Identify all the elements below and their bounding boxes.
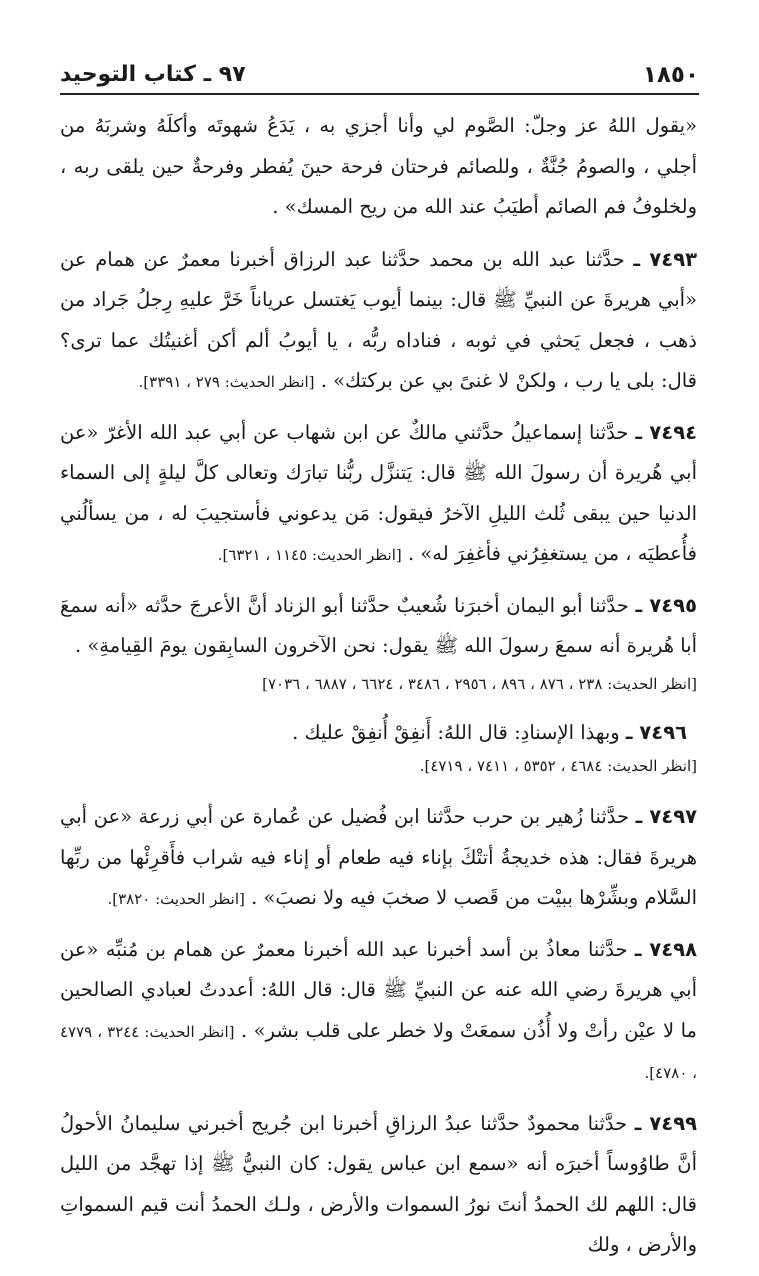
- hadith-number: ٧٤٩٣ ـ: [633, 247, 697, 271]
- hadith-number: ٧٤٩٥ ـ: [635, 593, 697, 617]
- hadith-cross-reference: [انظر الحديث: ٣٢٤٤ ، ٤٧٧٩ ، ٤٧٨٠].: [60, 1022, 697, 1082]
- hadith-7496: [60, 713, 687, 754]
- hadith-number: ٧٤٩٤ ـ: [635, 420, 697, 444]
- hadith-cross-reference: [انظر الحديث: ٤٦٨٤ ، ٥٣٥٢ ، ٧٤١١ ، ٤٧١٩].: [419, 757, 697, 775]
- hadith-text: وبهذا الإسنادِ: قال اللهُ: أَنفِقْ أُنفِقْ عليك .: [292, 720, 620, 744]
- hadith-text: حدَّثنا محمودٌ حدَّثنا عبدُ الرزاقِ أخبرنا ابن جُريج أخبرني سليمانُ الأحولُ أنَّ طاوُوساً أخبرَه أنه «سمع ابن عباس يقول: كان النبيُّ ﷺ إذا تهجَّد من الليل قال: اللهم لك الحمدُ أنتَ نورُ السموات والأرض ، ولـك الحمدُ أنت قيم السمواتِ والأرض ، ولك: [60, 1111, 697, 1256]
- hadith-7497: [60, 797, 697, 920]
- hadith-cross-reference: [انظر الحديث: ١١٤٥ ، ٦٣٢١].: [217, 546, 402, 564]
- page-number: ١٨٥٠: [642, 62, 699, 88]
- hadith-7493: [60, 240, 697, 403]
- hadith-text: حدَّثنا معاذُ بن أسد أخبرنا عبد الله أخبرنا معمرٌ عن همام بن مُنبِّه «عن أبي هريرةَ رضي الله عنه عن النبيِّ ﷺ قال: قال اللهُ: أعددتُ لعبادي الصالحين ما لا عيْن رأتْ ولا أُذُن سمعَتْ ولا خطر على قلب بشر» .: [60, 937, 697, 1042]
- hadith-7499: [60, 1104, 697, 1266]
- hadith-7495: [60, 586, 697, 667]
- page-header: [60, 52, 699, 92]
- hadith-text: حدَّثنا أبو اليمان أخبرَنا شُعيبٌ حدَّثنا أبو الزناد أنَّ الأعرجَ حدَّثه «أنه سمعَ أبا هُريرة أنه سمعَ رسولَ الله ﷺ يقول: نحن الآخرون السابِقون يومَ القِيامةِ» .: [60, 593, 697, 657]
- hadith-cross-reference: [انظر الحديث: ٢٣٨ ، ٨٧٦ ، ٨٩٦ ، ٢٩٥٦ ، ٣٤٨٦ ، ٦٦٢٤ ، ٦٨٨٧ ، ٧٠٣٦]: [262, 674, 697, 693]
- hadith-number: ٧٤٩٦ ـ: [625, 720, 687, 744]
- hadith-cross-reference: [انظر الحديث: ٣٨٢٠].: [107, 890, 245, 908]
- hadith-number: ٧٤٩٨ ـ: [634, 937, 697, 961]
- hadith-7498: [60, 930, 697, 1094]
- hadith-cross-reference: [انظر الحديث: ٢٧٩ ، ٣٣٩١].: [138, 373, 315, 391]
- hadith-text: حدَّثنا عبد الله بن محمد حدَّثنا عبد الرزاق أخبرنا معمرٌ عن همام عن «أبي هريرةَ عن النبيِّ ﷺ قال: بينما أيوب يَغتسل عرياناً خَرَّ عليهِ رِجلُ جَراد من ذهب ، فجعل يَحثي في ثوبه ، فناداه ربُّه ، يا أيوبُ ألم أكن أغنيتُك عما ترى؟ قال: بلى يا رب ، ولكنْ لا غنىً بي عن بركتك» .: [60, 247, 697, 392]
- hadith-text: حدَّثنا إسماعيلُ حدَّثني مالكٌ عن ابن شهاب عن أبي عبد الله الأغرّ «عن أبي هُريرة أن رسولَ الله ﷺ قال: يَتنزَّل ربُّنا تبارَك وتعالى كلَّ ليلةٍ إلى السماء الدنيا حين يبقى ثُلث الليلِ الآخرُ فيقول: مَن يدعوني فأستجيبَ له ، من يسألُني فأُعطيَه ، من يستغفِرُني فأغفِرَ له» .: [60, 420, 697, 565]
- hadith-continuation: [60, 106, 697, 228]
- hadith-text-body: [60, 106, 697, 1276]
- hadith-7494: [60, 413, 697, 576]
- book-title: ٩٧ ـ كتاب التوحيد: [60, 62, 246, 87]
- hadith-number: ٧٤٩٧ ـ: [635, 805, 697, 828]
- hadith-text: حدَّثنا زُهير بن حرب حدَّثنا ابن فُضيل عن عُمارة عن أبي زرعة «عن أبي هريرةَ فقال: هذه خديجةُ أتتْكَ بإناء فيه طعام أو إناء فيه شراب فأَقرِئْها من ربِّها السَّلام وبشِّرْها ببيْت من قَصب لا صخبَ فيه ولا نصبَ» .: [60, 805, 697, 909]
- hadith-text: «يقول اللهُ عز وجلّ: الصَّوم لي وأنا أجزي به ، يَدَعُ شهوتَه وأكلَهُ وشربَهُ من أجلي ، والصومُ جُنَّةٌ ، وللصائم فرحتان فرحة حينَ يُفطر وفرحةٌ حين يلقى ربه ، ولخلوفُ فم الصائم أطيَبُ عند الله من ريح المسك» .: [60, 114, 697, 218]
- header-divider: [60, 93, 699, 95]
- hadith-number: ٧٤٩٩ ـ: [634, 1111, 697, 1135]
